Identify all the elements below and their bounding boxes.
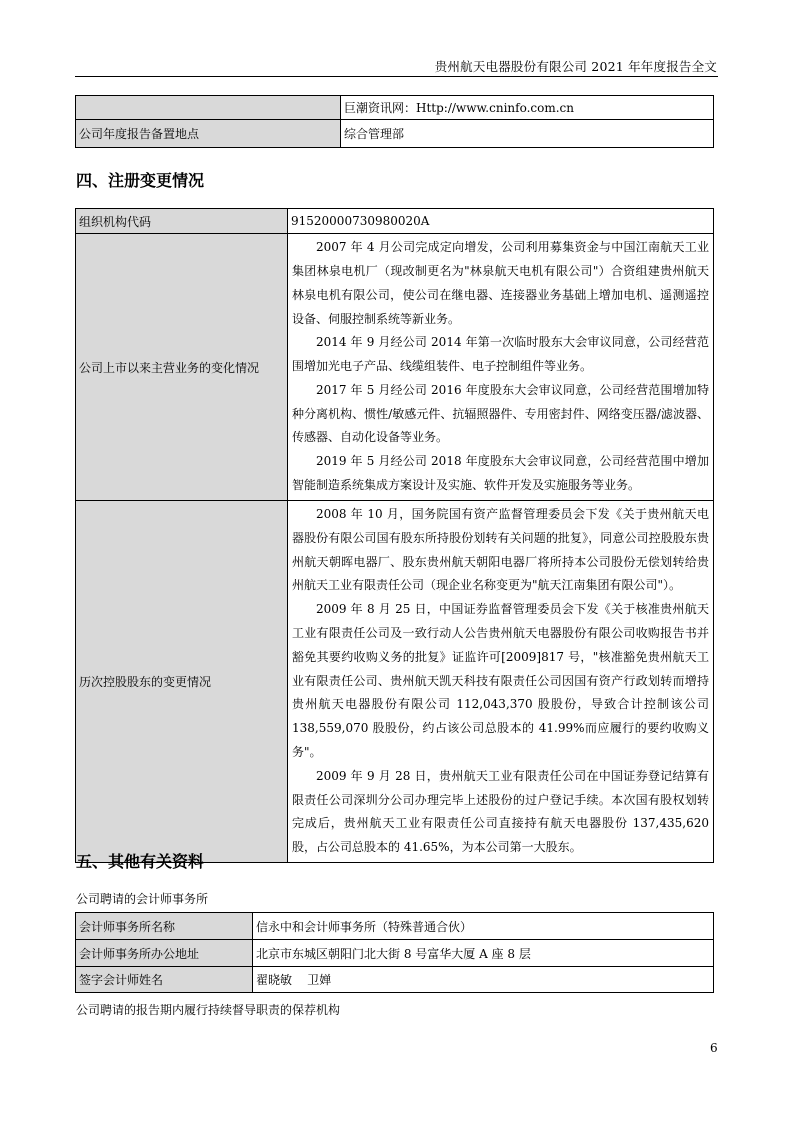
table-row [76,501,714,863]
business-paragraph: 2014 年 9 月经公司 2014 年第一次临时股东大会审议同意，公司经营范围增加光电子产品、线缆组装件、电子控制组件等业务。 [292,335,709,374]
business-paragraph: 2019 年 5 月经公司 2018 年度股东大会审议同意，公司经营范围中增加智能制造系统集成方案设计及实施、软件开发及实施服务等业务。 [292,454,709,493]
sponsor-intro: 公司聘请的报告期内履行持续督导职责的保荐机构 [76,1003,341,1017]
business-change-content [288,234,714,501]
shareholder-paragraph: 2009 年 8 月 25 日，中国证券监督管理委员会下发《关于核准贵州航天工业有限责任公司及一致行动人公告贵州航天电器股份有限公司收购报告书并豁免其要约收购义务的批复》证监许可[2009]817 号，"核准豁免贵州航天工业有限责任公司、贵州航天凯天科技有限责任公司因国有资产行政划转而增持贵州航天电器股份有限公司 112,043,370 股股份，导致合计控制该公司 138,559,070 股股份，约占该公司总股本的 41.99%而应履行的要约收购义务"。 [292,602,709,759]
business-paragraph: 2007 年 4 月公司完成定向增发，公司利用募集资金与中国江南航天工业集团林泉电机厂（现改制更名为"林泉航天电机有限公司"）合资组建贵州航天林泉电机有限公司，使公司在继电器、连接器业务基础上增加电机、遥测遥控设备、伺服控制系统等新业务。 [292,240,709,326]
website-storage-table [75,95,714,148]
firm-name-value: 信永中和会计师事务所（特殊普通合伙） [253,913,714,940]
accounting-firm-intro: 公司聘请的会计师事务所 [76,892,209,906]
website-label-cell [76,96,341,120]
firm-address-label: 会计师事务所办公地址 [76,940,253,967]
firm-name-label: 会计师事务所名称 [76,913,253,940]
table-row [76,913,714,940]
firm-address-value: 北京市东城区朝阳门北大街 8 号富华大厦 A 座 8 层 [253,940,714,967]
table-row [76,96,714,120]
business-paragraph: 2017 年 5 月经公司 2016 年度股东大会审议同意，公司经营范围增加特种分离机构、惯性/敏感元件、抗辐照器件、专用密封件、网络变压器/滤波器、传感器、自动化设备等业务。 [292,382,709,445]
header-rule [75,76,718,77]
org-code-value: 91520000730980020A [288,209,714,234]
table-row [76,234,714,501]
business-change-label: 公司上市以来主营业务的变化情况 [76,234,288,501]
report-header-title: 贵州航天电器股份有限公司 2021 年年度报告全文 [434,59,717,74]
org-code-label: 组织机构代码 [76,209,288,234]
table-row [76,120,714,148]
table-row [76,209,714,234]
shareholder-paragraph: 2008 年 10 月，国务院国有资产监督管理委员会下发《关于贵州航天电器股份有限公司国有股东所持股份划转有关问题的批复》，同意公司控股股东贵州航天朝晖电器厂、股东贵州航天朝阳电器厂将所持本公司股份无偿划转给贵州航天工业有限责任公司（现企业名称变更为"航天江南集团有限公司"）。 [292,507,709,593]
table-row [76,940,714,967]
shareholder-change-label: 历次控股股东的变更情况 [76,501,288,863]
accounting-firm-table [75,912,714,993]
page-number: 6 [710,1041,718,1055]
section-5-heading: 五、其他有关资料 [76,852,205,871]
registration-change-table [75,208,714,863]
website-value-cell: 巨潮资讯网：Http://www.cninfo.com.cn [341,96,714,120]
section-4-heading: 四、注册变更情况 [76,171,205,190]
storage-location-value: 综合管理部 [341,120,714,148]
signing-accountant-label: 签字会计师姓名 [76,967,253,993]
signing-accountant-value: 翟晓敏 卫婵 [253,967,714,993]
shareholder-change-content [288,501,714,863]
shareholder-paragraph: 2009 年 9 月 28 日，贵州航天工业有限责任公司在中国证券登记结算有限责任公司深圳分公司办理完毕上述股份的过户登记手续。本次国有股权划转完成后，贵州航天工业有限责任公司直接持有航天电器股份 137,435,620 股，占公司总股本的 41.65%，为本公司第一大股东。 [292,768,709,855]
table-row [76,967,714,993]
storage-location-label: 公司年度报告备置地点 [76,120,341,148]
